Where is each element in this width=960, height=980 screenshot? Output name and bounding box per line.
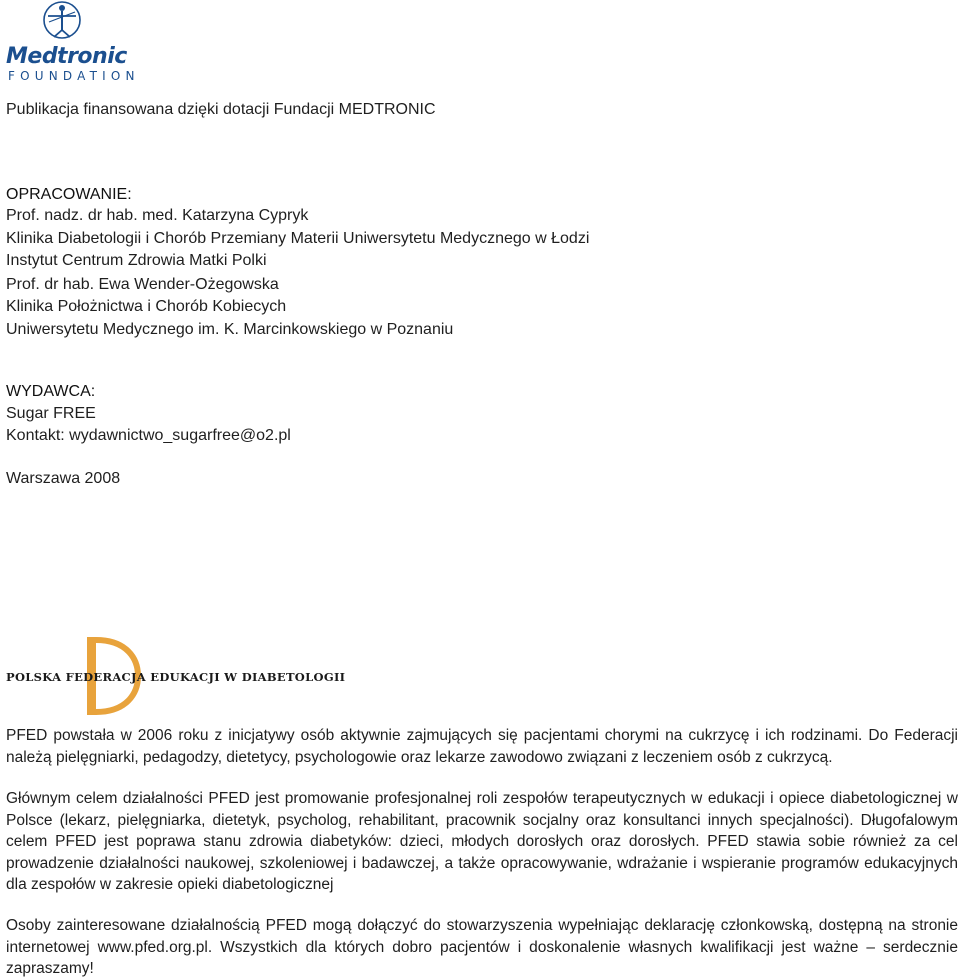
pfed-logo bbox=[6, 636, 346, 716]
author-line: Prof. dr hab. Ewa Wender-Ożegowska bbox=[6, 276, 279, 293]
author-line: Klinika Diabetologii i Chorób Przemiany Materii Uniwersytetu Medycznego w Łodzi bbox=[6, 230, 590, 247]
author-line: Prof. nadz. dr hab. med. Katarzyna Cypryk bbox=[6, 207, 309, 224]
author-line: Uniwersytetu Medycznego im. K. Marcinkowskiego w Poznaniu bbox=[6, 321, 454, 338]
publisher-heading: WYDAWCA: bbox=[6, 383, 96, 400]
place-year: Warszawa 2008 bbox=[6, 470, 121, 487]
pfed-logo-text: POLSKA FEDERACJA EDUKACJI W DIABETOLOGII bbox=[6, 670, 346, 684]
paragraph: Głównym celem działalności PFED jest promowanie profesjonalnej roli zespołów terapeutycznych w edukacji i opiece diabetologicznej w Polsce (lekarz, pielęgniarka, dietetyk, psycholog, rehabilitant, pracownik socjalny oraz konsultanci innych specjalności). Długofalowym celem PFED jest poprawa stanu zdrowia diabetyków: dzieci, młodych dorosłych oraz dorosłych. PFED stawia sobie również za cel prowadzenie działalności naukowej, szkoleniowej i badawczej, a także opracowywanie, wdrażanie i wspieranie programów edukacyjnych dla zespołów w zakresie opieki diabetologicznej bbox=[6, 790, 958, 893]
logo-wordmark: Medtronic bbox=[6, 44, 127, 69]
author-line: Klinika Położnictwa i Chorób Kobiecych bbox=[6, 298, 287, 315]
paragraph: PFED powstała w 2006 roku z inicjatywy osób aktywnie zajmujących się pacjentami chorymi na cukrzycę i ich rodzinami. Do Federacji należą pielęgniarki, pedagodzy, dietetycy, psychologowie oraz lekarze zawodowo związani z leczeniem osób z cukrzycą. bbox=[6, 727, 958, 766]
publisher-name: Sugar FREE bbox=[6, 405, 96, 422]
authors-heading: OPRACOWANIE: bbox=[6, 186, 132, 203]
logo-subtitle: FOUNDATION bbox=[8, 69, 140, 83]
author-line: Instytut Centrum Zdrowia Matki Polki bbox=[6, 252, 267, 269]
medtronic-foundation-logo bbox=[6, 0, 140, 86]
paragraph: Osoby zainteresowane działalnością PFED mogą dołączyć do stowarzyszenia wypełniając deklarację członkowską, dostępną na stronie internetowej www.pfed.org.pl. Wszystkich dla których dobro pacjentów i doskonalenie własnych kwalifikacji jest ważne – serdecznie zapraszamy! bbox=[6, 917, 958, 977]
publisher-contact: Kontakt: wydawnictwo_sugarfree@o2.pl bbox=[6, 427, 291, 444]
medtronic-figure-icon bbox=[40, 0, 84, 44]
funding-note: Publikacja finansowana dzięki dotacji Fundacji MEDTRONIC bbox=[6, 101, 436, 118]
